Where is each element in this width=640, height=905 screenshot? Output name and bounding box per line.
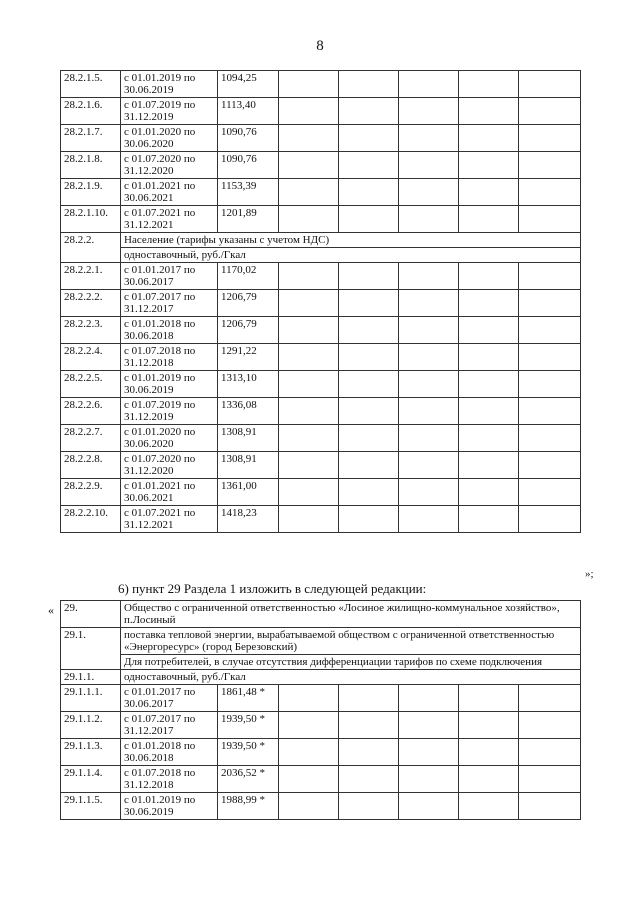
empty-cell xyxy=(279,712,339,739)
table-row xyxy=(61,317,581,344)
service-text: поставка тепловой энергии, вырабатываемой обществом с ограниченной ответственностью «Энергоресурс» (город Березовский) xyxy=(121,628,581,655)
table-row xyxy=(61,506,581,533)
table-row xyxy=(61,685,581,712)
empty-cell xyxy=(519,793,581,820)
row-code: 28.2.2.10. xyxy=(61,506,121,533)
empty-cell xyxy=(339,506,399,533)
row-value: 1418,23 xyxy=(218,506,279,533)
empty-cell xyxy=(399,425,459,452)
empty-cell xyxy=(339,452,399,479)
row-code: 28.2.2.7. xyxy=(61,425,121,452)
empty-cell xyxy=(339,398,399,425)
table-row xyxy=(61,371,581,398)
row-period: с 01.01.2018 по 30.06.2018 xyxy=(121,739,218,766)
empty-cell xyxy=(339,425,399,452)
empty-cell xyxy=(399,398,459,425)
empty-cell xyxy=(459,766,519,793)
row-code: 28.2.1.10. xyxy=(61,206,121,233)
empty-cell xyxy=(279,179,339,206)
empty-cell xyxy=(519,179,581,206)
empty-cell xyxy=(279,290,339,317)
row-value: 1094,25 xyxy=(218,71,279,98)
opening-quote: « xyxy=(48,603,54,617)
empty-cell xyxy=(459,263,519,290)
empty-cell xyxy=(459,71,519,98)
empty-cell xyxy=(339,125,399,152)
row-code: 28.2.2.1. xyxy=(61,263,121,290)
row-code: 28.2.1.7. xyxy=(61,125,121,152)
amendment-intro: 6) пункт 29 Раздела 1 изложить в следующей редакции: xyxy=(118,581,427,596)
empty-cell xyxy=(279,125,339,152)
empty-cell xyxy=(399,712,459,739)
empty-cell xyxy=(339,793,399,820)
empty-cell xyxy=(339,317,399,344)
empty-cell xyxy=(399,71,459,98)
row-value: 1153,39 xyxy=(218,179,279,206)
empty-cell xyxy=(279,344,339,371)
empty-cell xyxy=(519,152,581,179)
row-period: с 01.01.2020 по 30.06.2020 xyxy=(121,425,218,452)
row-value: 1291,22 xyxy=(218,344,279,371)
empty-cell xyxy=(399,206,459,233)
row-period: с 01.01.2019 по 30.06.2019 xyxy=(121,793,218,820)
row-period: с 01.07.2019 по 31.12.2019 xyxy=(121,398,218,425)
org-row xyxy=(61,601,581,628)
empty-cell xyxy=(399,766,459,793)
empty-cell xyxy=(459,685,519,712)
empty-cell xyxy=(279,452,339,479)
row-value: 1939,50 * xyxy=(218,712,279,739)
row-code: 28.2.1.8. xyxy=(61,152,121,179)
empty-cell xyxy=(519,452,581,479)
table-row xyxy=(61,739,581,766)
empty-cell xyxy=(339,290,399,317)
empty-cell xyxy=(519,766,581,793)
empty-cell xyxy=(459,479,519,506)
closing-quote: »; xyxy=(585,568,594,580)
empty-cell xyxy=(459,398,519,425)
empty-cell xyxy=(339,739,399,766)
empty-cell xyxy=(459,98,519,125)
empty-cell xyxy=(399,479,459,506)
empty-cell xyxy=(279,479,339,506)
row-value: 1313,10 xyxy=(218,371,279,398)
rate-section-row xyxy=(61,670,581,685)
table-row xyxy=(61,712,581,739)
empty-cell xyxy=(399,452,459,479)
row-period: с 01.07.2018 по 31.12.2018 xyxy=(121,766,218,793)
empty-cell xyxy=(459,152,519,179)
empty-cell xyxy=(279,317,339,344)
row-code: 29.1.1.3. xyxy=(61,739,121,766)
empty-cell xyxy=(519,398,581,425)
empty-cell xyxy=(339,685,399,712)
empty-cell xyxy=(339,344,399,371)
row-period: с 01.01.2019 по 30.06.2019 xyxy=(121,371,218,398)
empty-cell xyxy=(399,685,459,712)
row-period: с 01.07.2019 по 31.12.2019 xyxy=(121,98,218,125)
row-period: с 01.01.2017 по 30.06.2017 xyxy=(121,685,218,712)
empty-cell xyxy=(459,739,519,766)
empty-cell xyxy=(399,371,459,398)
page-number: 8 xyxy=(316,38,324,54)
empty-cell xyxy=(279,506,339,533)
empty-cell xyxy=(279,152,339,179)
section-title: Население (тарифы указаны с учетом НДС) xyxy=(121,233,581,248)
empty-cell xyxy=(519,425,581,452)
table-row xyxy=(61,290,581,317)
empty-cell xyxy=(399,152,459,179)
empty-cell xyxy=(459,179,519,206)
row-code: 28.2.2.4. xyxy=(61,344,121,371)
row-value: 1361,00 xyxy=(218,479,279,506)
empty-cell xyxy=(459,344,519,371)
table-row xyxy=(61,398,581,425)
empty-cell xyxy=(519,344,581,371)
empty-cell xyxy=(399,317,459,344)
row-code: 28.2.2.3. xyxy=(61,317,121,344)
empty-cell xyxy=(279,263,339,290)
empty-cell xyxy=(519,479,581,506)
empty-cell xyxy=(459,506,519,533)
empty-cell xyxy=(339,206,399,233)
empty-cell xyxy=(519,290,581,317)
table-row xyxy=(61,425,581,452)
empty-cell xyxy=(399,344,459,371)
empty-cell xyxy=(519,263,581,290)
note-row xyxy=(61,655,581,670)
row-period: с 01.01.2021 по 30.06.2021 xyxy=(121,479,218,506)
empty-cell xyxy=(519,125,581,152)
empty-cell xyxy=(279,739,339,766)
row-code: 29.1.1.4. xyxy=(61,766,121,793)
empty-cell xyxy=(339,98,399,125)
section-subtitle: одноставочный, руб./Гкал xyxy=(121,248,581,263)
rate-section-code: 29.1.1. xyxy=(61,670,121,685)
empty-cell xyxy=(279,793,339,820)
row-value: 1308,91 xyxy=(218,425,279,452)
row-value: 1861,48 * xyxy=(218,685,279,712)
empty-cell xyxy=(339,479,399,506)
row-value: 1090,76 xyxy=(218,152,279,179)
table-row xyxy=(61,152,581,179)
empty-cell xyxy=(279,371,339,398)
empty-cell xyxy=(459,712,519,739)
empty-cell xyxy=(459,793,519,820)
empty-cell xyxy=(519,506,581,533)
row-value: 2036,52 * xyxy=(218,766,279,793)
empty-cell xyxy=(339,179,399,206)
row-code: 28.2.1.6. xyxy=(61,98,121,125)
empty-cell xyxy=(399,739,459,766)
table-row xyxy=(61,98,581,125)
table-row xyxy=(61,125,581,152)
empty-cell xyxy=(279,766,339,793)
empty-cell xyxy=(339,71,399,98)
row-code: 28.2.1.9. xyxy=(61,179,121,206)
section-row xyxy=(61,233,581,248)
note-text: Для потребителей, в случае отсутствия дифференциации тарифов по схеме подключения xyxy=(121,655,581,670)
row-code: 28.2.2.8. xyxy=(61,452,121,479)
empty-cell xyxy=(399,263,459,290)
org-name: Общество с ограниченной ответственностью «Лосиное жилищно-коммунальное хозяйство», п.Лосиный xyxy=(121,601,581,628)
empty-cell xyxy=(519,317,581,344)
empty-cell xyxy=(459,317,519,344)
row-code: 28.2.2.6. xyxy=(61,398,121,425)
service-code: 29.1. xyxy=(61,628,121,670)
empty-cell xyxy=(459,290,519,317)
table-row xyxy=(61,179,581,206)
empty-cell xyxy=(519,712,581,739)
row-period: с 01.07.2020 по 31.12.2020 xyxy=(121,452,218,479)
row-value: 1206,79 xyxy=(218,290,279,317)
empty-cell xyxy=(519,371,581,398)
row-period: с 01.07.2017 по 31.12.2017 xyxy=(121,290,218,317)
empty-cell xyxy=(399,793,459,820)
tariff-table-28 xyxy=(60,70,581,533)
empty-cell xyxy=(399,290,459,317)
section-code: 28.2.2. xyxy=(61,233,121,263)
table-row xyxy=(61,344,581,371)
table-row xyxy=(61,766,581,793)
row-code: 28.2.1.5. xyxy=(61,71,121,98)
row-code: 29.1.1.2. xyxy=(61,712,121,739)
row-value: 1939,50 * xyxy=(218,739,279,766)
table-row xyxy=(61,793,581,820)
empty-cell xyxy=(279,206,339,233)
empty-cell xyxy=(339,712,399,739)
row-period: с 01.01.2019 по 30.06.2019 xyxy=(121,71,218,98)
empty-cell xyxy=(399,125,459,152)
empty-cell xyxy=(459,371,519,398)
empty-cell xyxy=(279,98,339,125)
empty-cell xyxy=(339,766,399,793)
row-value: 1090,76 xyxy=(218,125,279,152)
row-value: 1206,79 xyxy=(218,317,279,344)
row-period: с 01.01.2018 по 30.06.2018 xyxy=(121,317,218,344)
row-code: 28.2.2.5. xyxy=(61,371,121,398)
empty-cell xyxy=(399,506,459,533)
table-row xyxy=(61,452,581,479)
section-subrow xyxy=(61,248,581,263)
row-value: 1988,99 * xyxy=(218,793,279,820)
table-row xyxy=(61,71,581,98)
row-period: с 01.01.2021 по 30.06.2021 xyxy=(121,179,218,206)
table-row xyxy=(61,206,581,233)
empty-cell xyxy=(279,71,339,98)
row-period: с 01.07.2017 по 31.12.2017 xyxy=(121,712,218,739)
row-value: 1113,40 xyxy=(218,98,279,125)
empty-cell xyxy=(459,452,519,479)
tariff-table-29 xyxy=(60,600,581,820)
row-value: 1308,91 xyxy=(218,452,279,479)
rate-section-text: одноставочный, руб./Гкал xyxy=(121,670,581,685)
empty-cell xyxy=(279,398,339,425)
empty-cell xyxy=(519,739,581,766)
empty-cell xyxy=(459,125,519,152)
row-value: 1201,89 xyxy=(218,206,279,233)
row-value: 1170,02 xyxy=(218,263,279,290)
row-period: с 01.07.2020 по 31.12.2020 xyxy=(121,152,218,179)
empty-cell xyxy=(279,685,339,712)
org-code: 29. xyxy=(61,601,121,628)
row-period: с 01.07.2021 по 31.12.2021 xyxy=(121,206,218,233)
row-period: с 01.01.2020 по 30.06.2020 xyxy=(121,125,218,152)
empty-cell xyxy=(339,263,399,290)
empty-cell xyxy=(279,425,339,452)
service-row xyxy=(61,628,581,655)
row-code: 29.1.1.5. xyxy=(61,793,121,820)
empty-cell xyxy=(519,71,581,98)
empty-cell xyxy=(339,152,399,179)
row-code: 29.1.1.1. xyxy=(61,685,121,712)
row-period: с 01.07.2018 по 31.12.2018 xyxy=(121,344,218,371)
empty-cell xyxy=(459,206,519,233)
empty-cell xyxy=(519,98,581,125)
empty-cell xyxy=(519,685,581,712)
empty-cell xyxy=(459,425,519,452)
empty-cell xyxy=(339,371,399,398)
row-period: с 01.01.2017 по 30.06.2017 xyxy=(121,263,218,290)
row-value: 1336,08 xyxy=(218,398,279,425)
empty-cell xyxy=(399,98,459,125)
empty-cell xyxy=(519,206,581,233)
table-row xyxy=(61,263,581,290)
row-code: 28.2.2.2. xyxy=(61,290,121,317)
table-row xyxy=(61,479,581,506)
row-code: 28.2.2.9. xyxy=(61,479,121,506)
empty-cell xyxy=(399,179,459,206)
row-period: с 01.07.2021 по 31.12.2021 xyxy=(121,506,218,533)
